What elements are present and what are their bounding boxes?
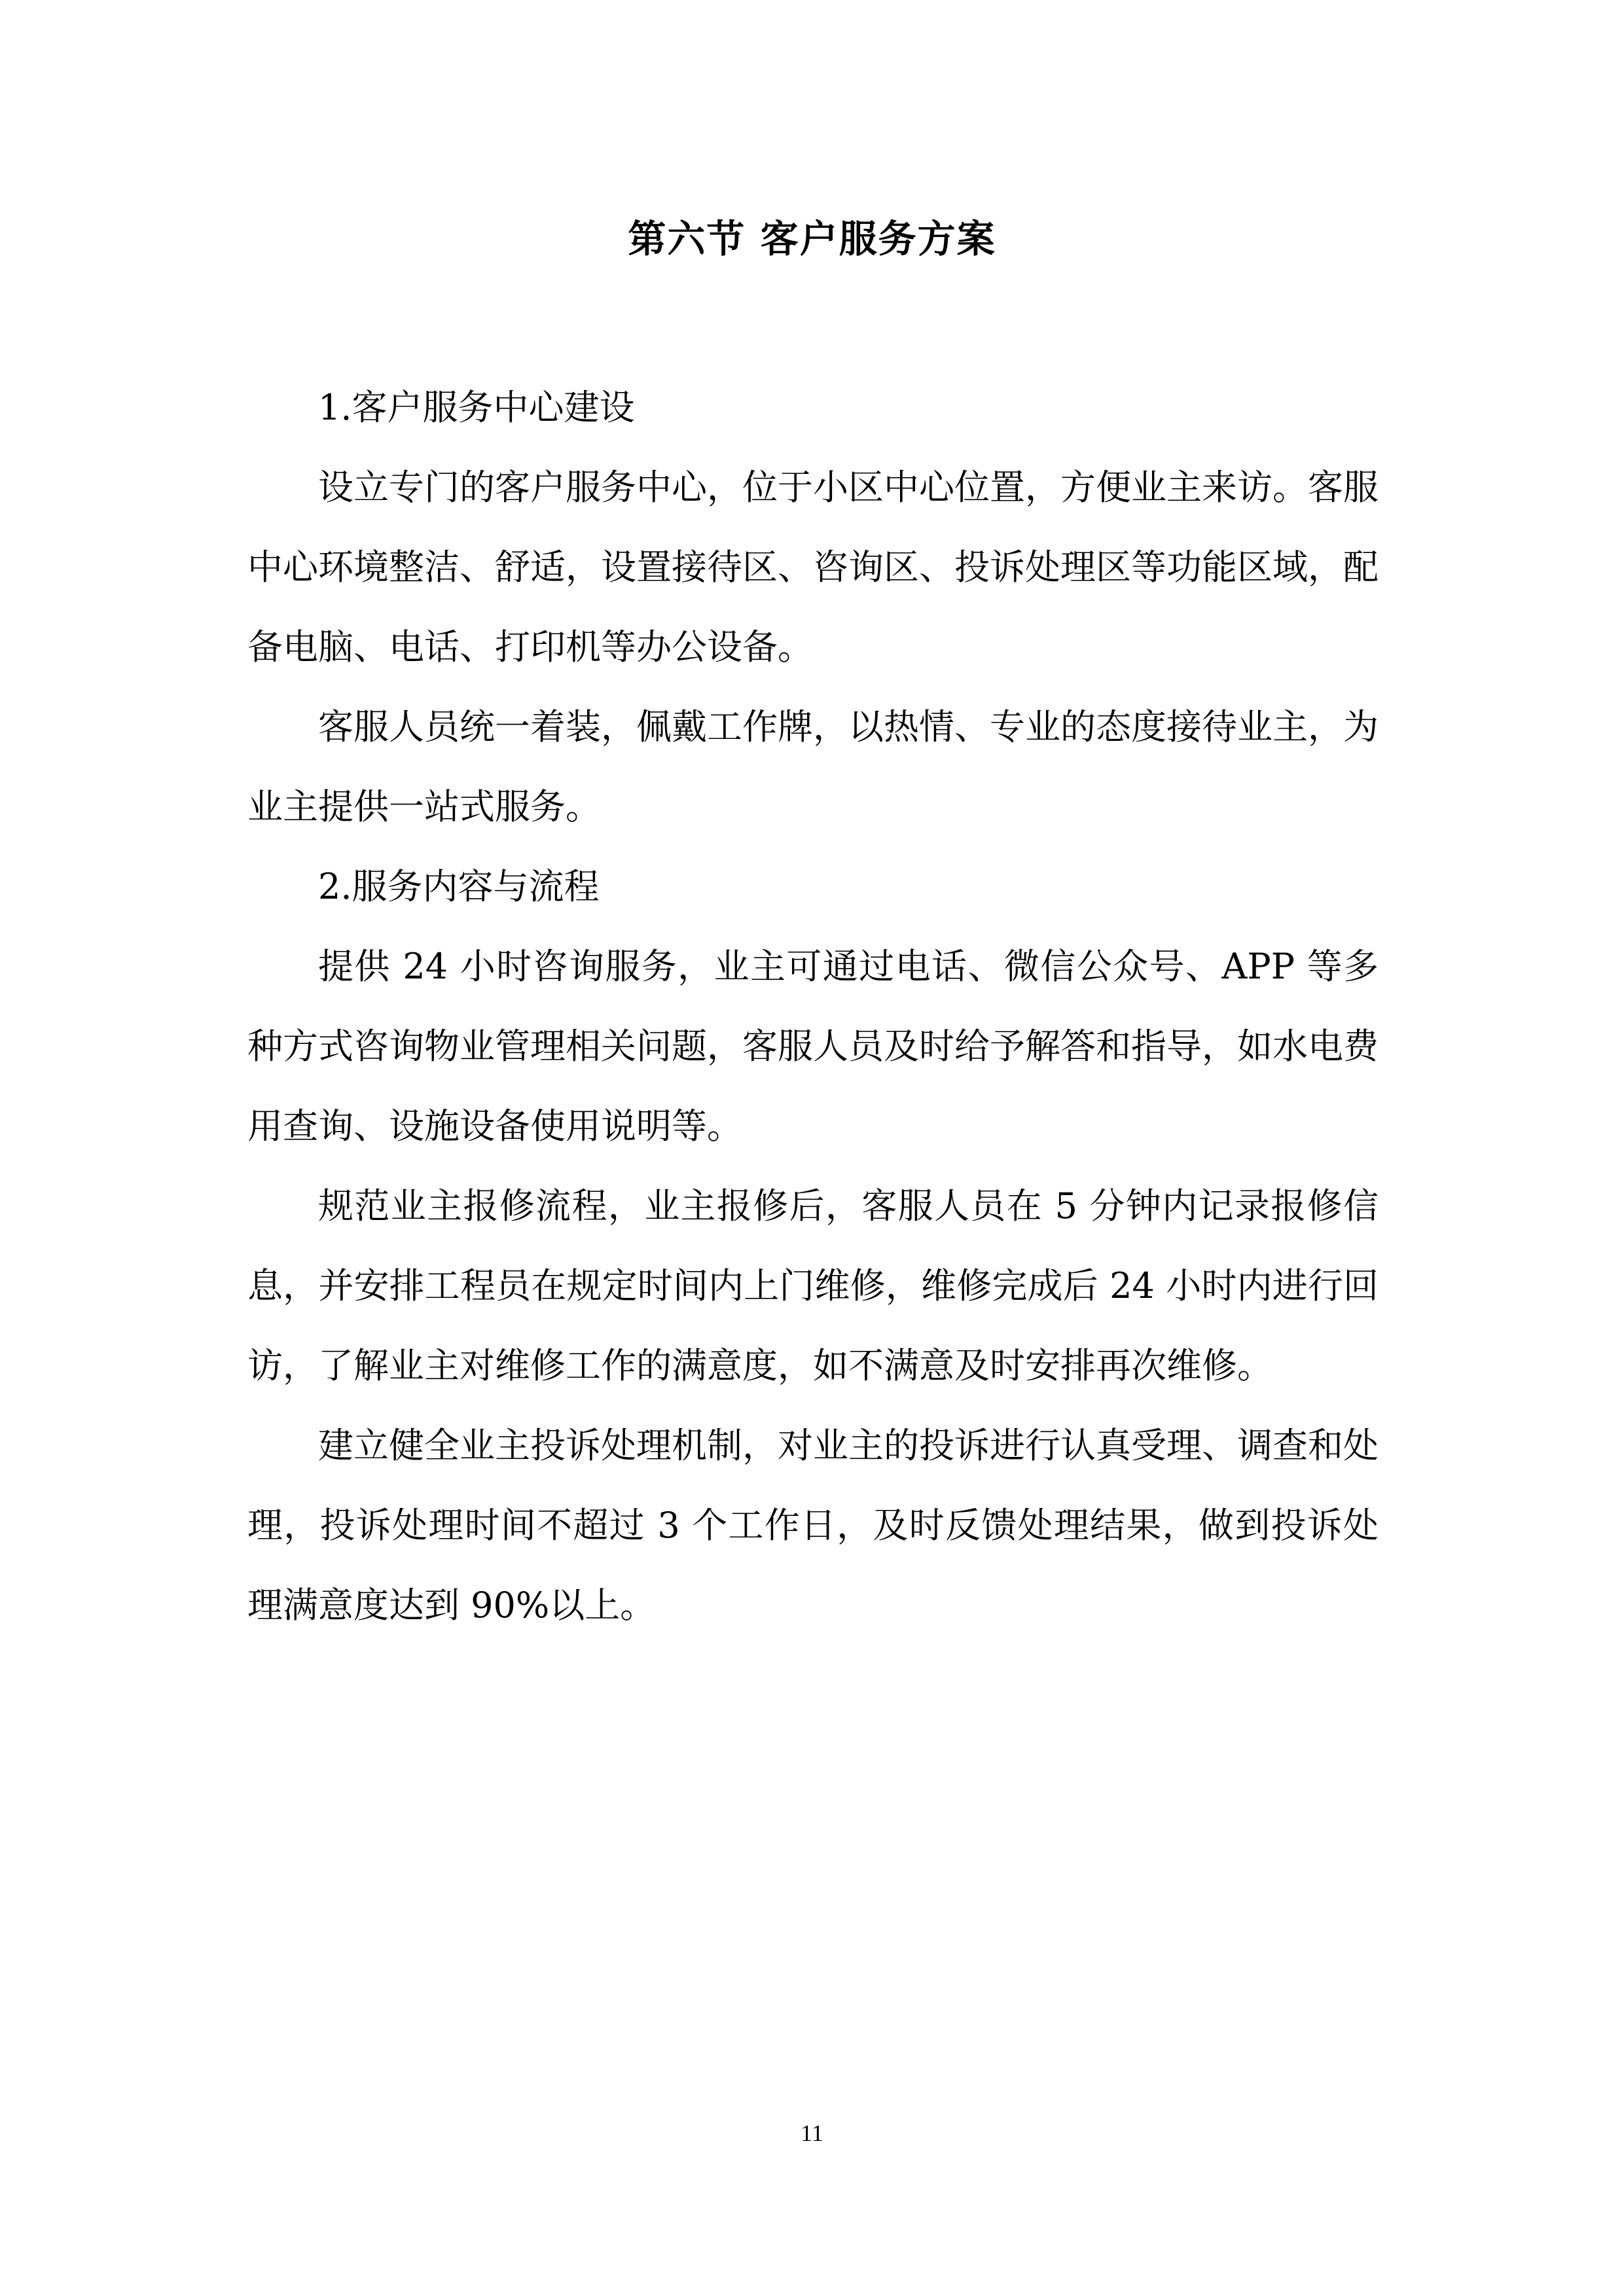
page-number: 11 <box>801 2120 823 2146</box>
paragraph-repair-process: 规范业主报修流程，业主报修后，客服人员在 5 分钟内记录报修信息，并安排工程员在规定时间内上门维修，维修完成后 24 小时内进行回访，了解业主对维修工作的满意度，如不满意及时安排再次维修。 <box>247 1185 1379 1386</box>
section-title: 第六节 客户服务方案 <box>628 217 996 261</box>
heading-service-content-process: 2.服务内容与流程 <box>318 866 600 907</box>
heading-customer-service-center: 1.客户服务中心建设 <box>318 387 635 428</box>
paragraph-staff-standards: 客服人员统一着装，佩戴工作牌，以热情、专业的态度接待业主，为业主提供一站式服务。 <box>247 706 1379 827</box>
paragraph-service-center-setup: 设立专门的客户服务中心，位于小区中心位置，方便业主来访。客服中心环境整洁、舒适，设置接待区、咨询区、投诉处理区等功能区域，配备电脑、电话、打印机等办公设备。 <box>247 467 1379 668</box>
body-text <box>247 368 1379 1645</box>
paragraph-complaint-handling: 建立健全业主投诉处理机制，对业主的投诉进行认真受理、调查和处理，投诉处理时间不超过 3 个工作日，及时反馈处理结果，做到投诉处理满意度达到 90%以上。 <box>247 1425 1379 1626</box>
paragraph-consultation-service: 提供 24 小时咨询服务，业主可通过电话、微信公众号、APP 等多种方式咨询物业管理相关问题，客服人员及时给予解答和指导，如水电费用查询、设施设备使用说明等。 <box>247 946 1379 1147</box>
